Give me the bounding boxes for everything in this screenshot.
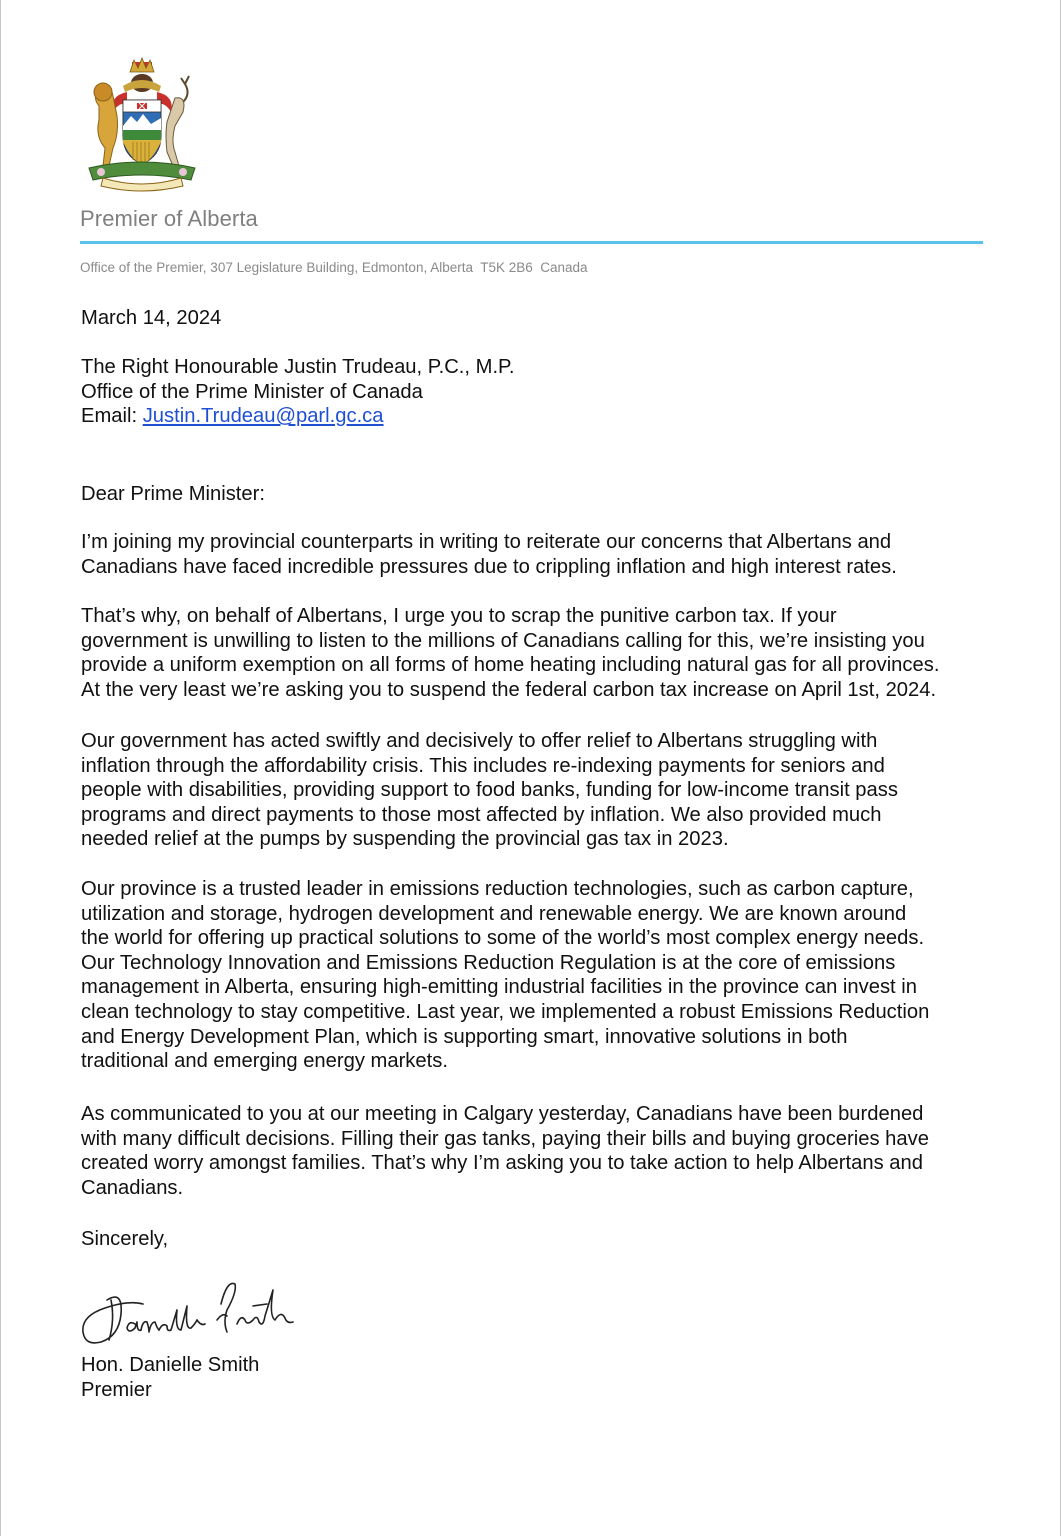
paragraph-4 bbox=[81, 877, 1016, 1074]
paragraph-line: That’s why, on behalf of Albertans, I urge you to scrap the punitive carbon tax. If your bbox=[81, 605, 837, 627]
paragraph-line: Canadians. bbox=[81, 1176, 184, 1199]
paragraph-3 bbox=[81, 729, 1016, 852]
recipient-block bbox=[81, 355, 515, 429]
paragraph-line: traditional and emerging energy markets. bbox=[81, 1050, 448, 1073]
paragraph-line: utilization and storage, hydrogen development and renewable energy. We are known around bbox=[81, 902, 907, 925]
paragraph-line: Our Technology Innovation and Emissions Reduction Regulation is at the core of emissions bbox=[81, 951, 896, 974]
paragraph-line: inflation through the affordability crisis. This includes re-indexing payments for seniors and bbox=[81, 754, 885, 777]
signer-block bbox=[81, 1353, 259, 1402]
paragraph-line: Our province is a trusted leader in emissions reduction technologies, such as carbon capture, bbox=[81, 878, 914, 900]
paragraph-line: I’m joining my provincial counterparts in writing to reiterate our concerns that Albertans and bbox=[81, 531, 892, 553]
paragraph-line: people with disabilities, providing support to food banks, funding for low-income transit pass bbox=[81, 779, 898, 802]
paragraph-line: Canadians have faced incredible pressures due to crippling inflation and high interest rates. bbox=[81, 555, 897, 578]
office-title: Premier of Alberta bbox=[80, 206, 258, 231]
paragraph-line: created worry amongst families. That’s why I’m asking you to take action to help Albertans and bbox=[81, 1152, 923, 1175]
header-divider bbox=[80, 241, 983, 244]
paragraph-line: needed relief at the pumps by suspending the provincial gas tax in 2023. bbox=[81, 828, 729, 851]
recipient-name: The Right Honourable Justin Trudeau, P.C., M.P. bbox=[81, 356, 515, 378]
office-address: Office of the Premier, 307 Legislature Building, Edmonton, Alberta T5K 2B6 Canada bbox=[80, 260, 588, 275]
alberta-coat-of-arms-icon bbox=[79, 56, 205, 192]
paragraph-5 bbox=[81, 1102, 1016, 1200]
closing: Sincerely, bbox=[81, 1228, 169, 1250]
paragraph-line: provide a uniform exemption on all forms of home heating including natural gas for all provinces. bbox=[81, 654, 940, 677]
paragraph-line: programs and direct payments to those most affected by inflation. We also provided much bbox=[81, 803, 882, 826]
recipient-email-line bbox=[81, 404, 515, 429]
paragraph-1 bbox=[81, 530, 1016, 579]
salutation: Dear Prime Minister: bbox=[81, 483, 265, 505]
paragraph-line: and Energy Development Plan, which is supporting smart, innovative solutions in both bbox=[81, 1025, 848, 1048]
paragraph-line: At the very least we’re asking you to suspend the federal carbon tax increase on April 1st, 2024. bbox=[81, 678, 937, 701]
email-label: Email: bbox=[81, 405, 143, 428]
letter-date: March 14, 2024 bbox=[81, 307, 222, 329]
email-link[interactable]: Justin.Trudeau@parl.gc.ca bbox=[142, 405, 384, 428]
paragraph-line: with many difficult decisions. Filling their gas tanks, paying their bills and buying groceries have bbox=[81, 1127, 929, 1150]
signer-title: Premier bbox=[81, 1378, 152, 1401]
paragraph-2 bbox=[81, 604, 1016, 702]
signer-name: Hon. Danielle Smith bbox=[81, 1354, 260, 1376]
paragraph-line: government is unwilling to listen to the millions of Canadians calling for this, we’re insisting you bbox=[81, 629, 925, 652]
handwritten-signature-icon bbox=[77, 1270, 307, 1360]
paragraph-line: management in Alberta, ensuring high-emitting industrial facilities in the province can invest in bbox=[81, 976, 917, 999]
paragraph-line: As communicated to you at our meeting in Calgary yesterday, Canadians have been burdened bbox=[81, 1103, 924, 1125]
recipient-office: Office of the Prime Minister of Canada bbox=[81, 380, 423, 403]
paragraph-line: the world for offering up practical solutions to some of the world’s most complex energy needs. bbox=[81, 927, 925, 950]
paragraph-line: Our government has acted swiftly and decisively to offer relief to Albertans struggling with bbox=[81, 730, 878, 752]
paragraph-line: clean technology to stay competitive. Last year, we implemented a robust Emissions Reduction bbox=[81, 1000, 930, 1023]
